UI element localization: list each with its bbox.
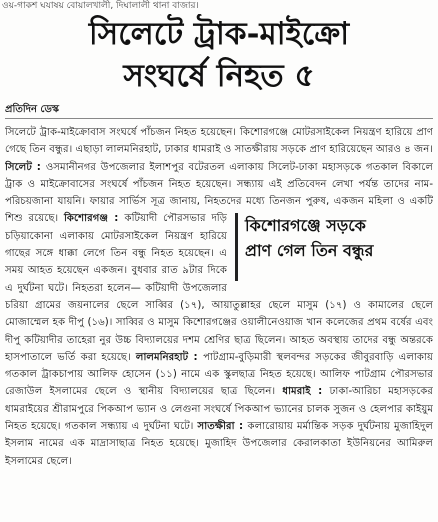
intro-text: সিলেটে ট্রাক-মাইক্রোবাস সংঘর্ষে পাঁচজন নিহত হয়েছেন। কিশোরগঞ্জে মোটরসাইকেল নিয়ন্ত্রণ হারিয়ে প্রাণ গেছে তিন বন্ধুর। এছাড়া লালমনিরহাট, ঢাকার ধামরাই ও সাতক্ষীরায় সড়কে প্রাণ হারিয়েছেন আরও ৪ জন। [5, 127, 433, 156]
lalmonirhat-text: পাটগ্রাম-বুড়িমারী স্থলবন্দর সড়কের জীবুরবাড়ি এলাকায় গতকাল ট্রাকচাপায় আলিফ হোসেন (১১) নামে এক স্কুলছাত্র নিহত হয়েছে। আলিফ পাটগ্রাম পৌরসভার রেজাউল ইসলামের ছেলে ও স্থানীয় বিদ্যালয়ের ছাত্র ছিলেন। [5, 351, 433, 398]
headline-line-1: সিলেটে ট্রাক-মাইক্রো [88, 16, 350, 52]
kishoreganj-text: কটিয়াদী পৌরসভার দড়ি চড়িয়াকোনা এলাকায় মোটরসাইকেল নিয়ন্ত্রণ হারিয়ে গাছের সঙ্গে ধাক্কা লেগে তিন বন্ধু নিহত হয়েছেন। এ সময় আহত হয়েছেন একজন। বুধবার রাত ৯টার দিকে এ দুর্ঘটনা ঘটে। নিহতরা হলেন— কটিয়াদী উপজেলার চরিয়া গ্রামের জয়নালের ছেলে সাব্বির (১৭), আয়াতুল্লাহর ছেলে মাসুম (১৭) ও কামালের ছেলে মোজাম্মেল হক দীপু (১৬)। সাব্বির ও মাসুম কিশোরগঞ্জের ওয়ালীনেওয়াজ খান কলেজের প্রথম বর্ষের এবং দীপু কটিয়াদীর তাহেরা নুর উচ্চ বিদ্যালয়ের দশম শ্রেণির ছাত্র ছিলেন। আহত অবস্থায় তাদের বন্ধু অন্তরকে হাসপাতালে ভর্তি করা হয়েছে। [5, 213, 433, 363]
lalmonirhat-dateline: লালমনিরহাট : [135, 351, 204, 363]
satkhira-dateline: সাতক্ষীরা : [197, 421, 248, 433]
kishoreganj-dateline: কিশোরগঞ্জ : [64, 213, 125, 225]
inset-line-1: কিশোরগঞ্জে সড়কে [245, 216, 366, 236]
dhamrai-text: ঢাকা-আরিচা মহাসড়কের ধামরাইয়ের শ্রীরামপুরে পিকআপ ভ্যান ও লেগুনা সংঘর্ষে পিকআপ ভ্যানের চালক সুজন ও হেলপার কাইয়ুম নিহত হয়েছে। গতকাল সন্ধ্যায় এ দুর্ঘটনা ঘটে। [5, 386, 433, 433]
inset-line-2: প্রাণ গেল তিন বন্ধুর [245, 241, 374, 261]
article-paragraph [5, 124, 433, 470]
inset-box [235, 213, 433, 281]
byline-divider [5, 118, 433, 119]
satkhira-text: কলারোয়ায় মর্মান্তিক সড়ক দুর্ঘটনায় মুজাহিদুল ইসলাম নামের এক মাদ্রাসাছাত্র নিহত হয়েছে। মুজাহিদ উপজেলার কেরালকাতা ইউনিয়নের আমিরুল ইসলামের ছেলে। [5, 421, 433, 467]
previous-article-tail: ওয়-গাকশ ঘযাষয় বোয়ালখালী, দিঘালালী থানা বাজার। [2, 1, 199, 11]
headline-line-2: সংঘর্ষে নিহত ৫ [123, 58, 315, 94]
dhamrai-dateline: ধামরাই : [282, 386, 330, 398]
byline: প্রতিদিন ডেস্ক [5, 104, 60, 115]
sylhet-dateline: সিলেট : [5, 161, 46, 173]
article-body [5, 124, 433, 520]
sylhet-text: ওসমানীনগর উপজেলার ইলাশপুর বটেরতল এলাকায় সিলেট-ঢাকা মহাসড়কে গতকাল বিকালে ট্রাক ও মাইক্রোবাসের সংঘর্ষে পাঁচজন নিহত হয়েছেন। সন্ধ্যায় এই প্রতিবেদন লেখা পর্যন্ত তাদের নাম-পরিচয়জানা যায়নি। ফায়ার সার্ভিস সূত্র জানায়, নিহতদের মধ্যে তিনজন পুরুষ, একজন মহিলা ও একটি শিশু রয়েছে। [5, 161, 433, 225]
